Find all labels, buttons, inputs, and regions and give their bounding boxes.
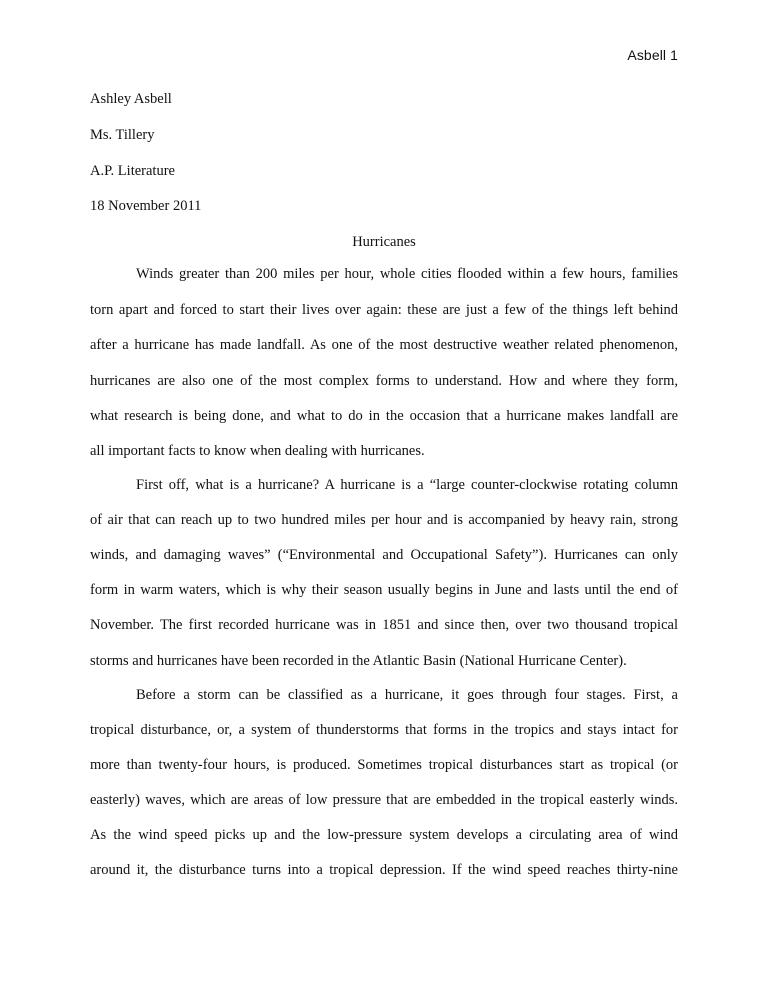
body-line: around it, the disturbance turns into a tropical depression. If the wind speed reaches thirty-nine — [90, 862, 678, 878]
body-line: of air that can reach up to two hundred miles per hour and is accompanied by heavy rain, strong — [90, 512, 678, 528]
running-head: Asbell 1 — [627, 47, 678, 63]
body-line: what research is being done, and what to do in the occasion that a hurricane makes landfall are — [90, 408, 678, 424]
course-name: A.P. Literature — [90, 163, 175, 179]
body-line: more than twenty-four hours, is produced. Sometimes tropical disturbances start as tropical (or — [90, 757, 678, 773]
essay-date: 18 November 2011 — [90, 198, 202, 214]
body-line: easterly) waves, which are areas of low pressure that are embedded in the tropical easterly winds. — [90, 792, 678, 808]
body-line: November. The first recorded hurricane was in 1851 and since then, over two thousand tropical — [90, 617, 678, 633]
essay-title: Hurricanes — [352, 234, 416, 250]
body-line: First off, what is a hurricane? A hurricane is a “large counter-clockwise rotating column — [136, 477, 678, 493]
body-line: hurricanes are also one of the most complex forms to understand. How and where they form, — [90, 373, 678, 389]
body-line: Before a storm can be classified as a hurricane, it goes through four stages. First, a — [136, 687, 678, 703]
body-line: torn apart and forced to start their lives over again: these are just a few of the things left behind — [90, 302, 678, 318]
body-line: As the wind speed picks up and the low-pressure system develops a circulating area of wind — [90, 827, 678, 843]
body-line: winds, and damaging waves” (“Environmental and Occupational Safety”). Hurricanes can only — [90, 547, 678, 563]
body-line: Winds greater than 200 miles per hour, whole cities flooded within a few hours, families — [136, 266, 678, 282]
body-line: form in warm waters, which is why their season usually begins in June and lasts until the end of — [90, 582, 678, 598]
body-line: tropical disturbance, or, a system of thunderstorms that forms in the tropics and stays intact for — [90, 722, 678, 738]
body-line: storms and hurricanes have been recorded in the Atlantic Basin (National Hurricane Center). — [90, 653, 627, 669]
author-name: Ashley Asbell — [90, 91, 172, 107]
instructor-name: Ms. Tillery — [90, 127, 155, 143]
body-line: all important facts to know when dealing with hurricanes. — [90, 443, 425, 459]
body-line: after a hurricane has made landfall. As one of the most destructive weather related phenomenon, — [90, 337, 678, 353]
